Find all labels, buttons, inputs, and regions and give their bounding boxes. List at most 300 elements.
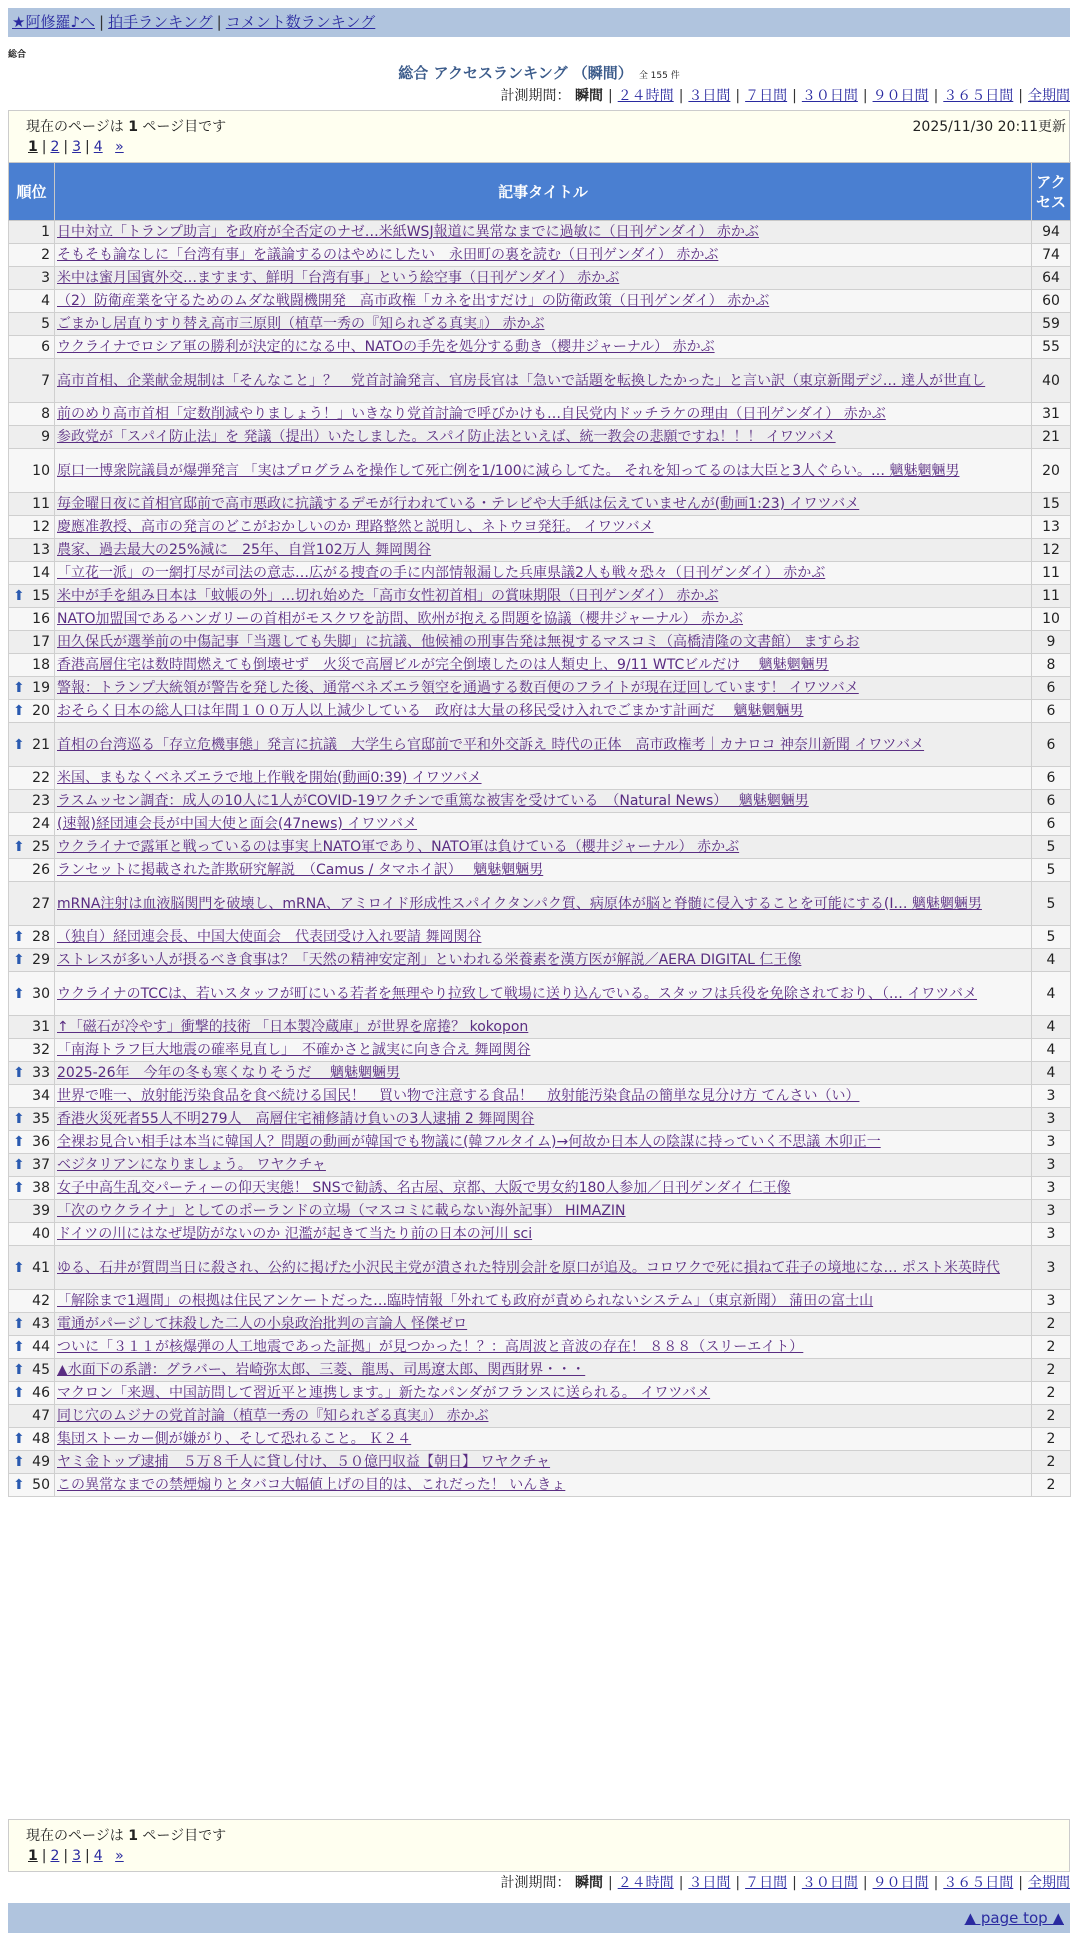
article-link[interactable]: 「立花一派」の一網打尽が司法の意志…広がる捜査の手に内部情報漏した兵庫県議2人も戦々恐々（日刊ゲンダイ） 赤かぶ: [57, 565, 826, 581]
article-link[interactable]: 農家、過去最大の25%減に 25年、自営102万人 舞岡関谷: [57, 542, 432, 558]
rank-cell: [9, 700, 55, 723]
rank-cell: [9, 1062, 55, 1085]
article-link[interactable]: 警報：トランプ大統領が警告を発した後、通常ベネズエラ領空を通過する数百便のフライトが現在迂回しています！ イワツバメ: [57, 680, 859, 696]
rank-up-icon: ⬆: [13, 985, 25, 1002]
title-cell: [55, 700, 1032, 723]
rank-number: 50: [32, 1477, 50, 1493]
rank-cell: [9, 790, 55, 813]
title-cell: [55, 1290, 1032, 1313]
period-link[interactable]: ９０日間: [872, 1875, 929, 1891]
period-link[interactable]: ７日間: [745, 88, 788, 104]
access-count: 40: [1032, 359, 1071, 403]
article-link[interactable]: 高市首相、企業献金規制は「そんなこと」？ 党首討論発言、官房長官は「急いで話題を転換したかった」と言い訳（東京新聞デジ… 達人が世直し: [57, 372, 986, 389]
table-row: [9, 1016, 1071, 1039]
page-title: 総合 アクセスランキング （瞬間）: [398, 64, 633, 82]
title-cell: [55, 882, 1032, 926]
period-current: 瞬間: [574, 1875, 603, 1891]
article-link[interactable]: 首相の台湾巡る「存立危機事態」発言に抗議 大学生ら官邸前で平和外交訴え 時代の正体 高市政権考｜カナロコ 神奈川新聞 イワツバメ: [57, 736, 925, 753]
article-link[interactable]: 前のめり高市首相「定数削減やりましょう！」いきなり党首討論で呼びかけも…自民党内ドッチラケの理由（日刊ゲンダイ） 赤かぶ: [57, 406, 886, 422]
article-link[interactable]: 慶應准教授、高市の発言のどこがおかしいのか 理路整然と説明し、ネトウヨ発狂。 イワツバメ: [57, 519, 654, 535]
access-count: 4: [1032, 1016, 1071, 1039]
access-count: 5: [1032, 882, 1071, 926]
article-link[interactable]: ランセットに掲載された詐欺研究解説 （Camus / タマホイ訳） 魑魅魍魎男: [57, 862, 544, 878]
title-cell: [55, 1131, 1032, 1154]
article-link[interactable]: 「次のウクライナ」としてのポーランドの立場（マスコミに載らない海外記事） HIMAZIN: [57, 1203, 626, 1219]
table-row: [9, 1382, 1071, 1405]
article-link[interactable]: ごまかし居直りすり替え高市三原則（植草一秀の『知られざる真実』） 赤かぶ: [57, 316, 545, 332]
article-link[interactable]: 同じ穴のムジナの党首討論（植草一秀の『知られざる真実』） 赤かぶ: [57, 1408, 489, 1424]
rank-number: 1: [41, 224, 50, 240]
article-link[interactable]: (速報)経団連会長が中国大使と面会(47news) イワツバメ: [57, 816, 418, 832]
title-cell: [55, 813, 1032, 836]
access-count: 6: [1032, 813, 1071, 836]
article-link[interactable]: ついに「３１１が核爆弾の人工地震であった証拠」が見つかった！？：高周波と音波の存在！ ８８８（スリーエイト）: [57, 1339, 804, 1355]
title-cell: [55, 1108, 1032, 1131]
article-link[interactable]: 「解除まで1週間」の根拠は住民アンケートだった…臨時情報「外れても政府が責められないシステム」（東京新聞） 蒲田の富士山: [57, 1293, 874, 1309]
access-count: 60: [1032, 290, 1071, 313]
page-title-line: [0, 62, 1078, 83]
pagination: 1 | 2 | 3 | 4 »: [28, 139, 124, 155]
page-link-2[interactable]: 2: [50, 139, 60, 155]
article-link[interactable]: 「南海トラフ巨大地震の確率見直し」 不確かさと誠実に向き合え 舞岡関谷: [57, 1042, 531, 1058]
article-link[interactable]: ウクライナのTCCは、若いスタッフが町にいる若者を無理やり拉致して戦場に送り込んでいる。スタッフは兵役を免除されており、（… イワツバメ: [57, 985, 978, 1002]
period-link[interactable]: ２４時間: [617, 1875, 674, 1891]
table-row: [9, 493, 1071, 516]
article-link[interactable]: （2）防衛産業を守るためのムダな戦闘機開発 高市政権「カネを出すだけ」の防衛政策（日刊ゲンダイ） 赤かぶ: [57, 293, 770, 309]
rank-up-icon: ⬆: [13, 1339, 25, 1355]
title-cell: [55, 1474, 1032, 1497]
title-cell: [55, 1359, 1032, 1382]
rank-cell: [9, 1246, 55, 1290]
comment-ranking-link[interactable]: コメント数ランキング: [225, 13, 376, 31]
period-current: 瞬間: [574, 88, 603, 104]
title-cell: [55, 1336, 1032, 1359]
table-row: [9, 949, 1071, 972]
article-link[interactable]: （独自）経団連会長、中国大使面会 代表団受け入れ要請 舞岡関谷: [57, 929, 482, 945]
access-count: 5: [1032, 836, 1071, 859]
rank-number: 21: [32, 736, 50, 753]
access-count: 3: [1032, 1246, 1071, 1290]
rank-cell: [9, 221, 55, 244]
rank-number: 43: [32, 1316, 50, 1332]
rank-number: 44: [32, 1339, 50, 1355]
table-row: [9, 926, 1071, 949]
article-link[interactable]: NATO加盟国であるハンガリーの首相がモスクワを訪問、欧州が抱える問題を協議（櫻井ジャーナル） 赤かぶ: [57, 611, 744, 627]
access-count: 4: [1032, 1039, 1071, 1062]
rank-number: 22: [32, 770, 50, 786]
top-navigation-bar: ★阿修羅♪へ | 拍手ランキング | コメント数ランキング: [8, 8, 1070, 37]
rank-cell: [9, 1428, 55, 1451]
rank-number: 48: [32, 1431, 50, 1447]
current-page-text: 現在のページは 1 ページ目です: [26, 119, 227, 135]
rank-number: 17: [32, 634, 50, 650]
rank-cell: [9, 1313, 55, 1336]
title-cell: [55, 516, 1032, 539]
title-cell: [55, 267, 1032, 290]
article-link[interactable]: 米国、まもなくベネズエラで地上作戦を開始(動画0:39) イワツバメ: [57, 770, 482, 786]
access-count: 8: [1032, 654, 1071, 677]
page-link-1[interactable]: 1: [28, 1848, 38, 1864]
table-row: [9, 1313, 1071, 1336]
access-count: 3: [1032, 1223, 1071, 1246]
access-column-header: アクセス: [1032, 163, 1071, 221]
total-count: 全 155 件: [638, 71, 680, 81]
access-count: 55: [1032, 336, 1071, 359]
rank-cell: [9, 290, 55, 313]
title-cell: [55, 244, 1032, 267]
access-count: 2: [1032, 1382, 1071, 1405]
title-cell: [55, 1177, 1032, 1200]
rank-up-icon: ⬆: [13, 1454, 25, 1470]
rank-number: 9: [41, 429, 50, 445]
title-cell: [55, 1039, 1032, 1062]
article-link[interactable]: mRNA注射は血液脳関門を破壊し、mRNA、アミロイド形成性スパイクタンパク質、病原体が脳と脊髄に侵入することを可能にする(I… 魑魅魍魎男: [57, 895, 982, 912]
rank-cell: [9, 1177, 55, 1200]
access-count: 10: [1032, 608, 1071, 631]
title-cell: [55, 562, 1032, 585]
rank-number: 39: [32, 1203, 50, 1219]
access-count: 74: [1032, 244, 1071, 267]
title-cell: [55, 426, 1032, 449]
table-row: [9, 585, 1071, 608]
bottom-bar: [8, 1903, 1070, 1933]
next-page-link[interactable]: »: [115, 139, 124, 155]
article-link[interactable]: ゆる、石井が質問当日に殺され、公約に掲げた小沢民主党が潰された特別会計を原口が追及。コロワクで死に損ねて荘子の境地にな… ポスト米英時代: [57, 1259, 1000, 1276]
article-link[interactable]: 全裸お見合い相手は本当に韓国人？問題の動画が韓国でも物議に(韓フルタイム)→何故か日本人の陰謀に持っていく不思議 木卯正一: [57, 1134, 881, 1150]
rank-number: 45: [32, 1362, 50, 1378]
article-link[interactable]: 香港火災死者55人不明279人 高層住宅補修請け負いの3人逮捕 2 舞岡関谷: [57, 1111, 535, 1127]
article-link[interactable]: ウクライナでロシア軍の勝利が決定的になる中、NATOの手先を処分する動き（櫻井ジャーナル） 赤かぶ: [57, 339, 715, 355]
access-count: 2: [1032, 1428, 1071, 1451]
rank-number: 5: [41, 316, 50, 332]
title-cell: [55, 359, 1032, 403]
table-row: [9, 359, 1071, 403]
table-row: [9, 562, 1071, 585]
title-cell: [55, 836, 1032, 859]
period-link[interactable]: ３日間: [688, 88, 731, 104]
article-link[interactable]: ドイツの川にはなぜ堤防がないのか 氾濫が起きて当たり前の日本の河川 sci: [57, 1226, 533, 1242]
rank-column-header: 順位: [9, 163, 55, 221]
table-row: [9, 1336, 1071, 1359]
article-link[interactable]: ベジタリアンになりましょう。 ワヤクチャ: [57, 1157, 326, 1173]
rank-number: 4: [41, 293, 50, 309]
rank-number: 23: [32, 793, 50, 809]
access-count: 15: [1032, 493, 1071, 516]
access-count: 4: [1032, 1062, 1071, 1085]
title-cell: [55, 926, 1032, 949]
article-link[interactable]: 参政党が「スパイ防止法」を 発議（提出）いたしました。スパイ防止法といえば、統一教会の悲願ですね！！！ イワツバメ: [57, 429, 836, 445]
rank-cell: [9, 1085, 55, 1108]
table-row: [9, 1223, 1071, 1246]
period-link[interactable]: ９０日間: [872, 88, 929, 104]
section-label: 総合: [8, 50, 27, 60]
article-link[interactable]: 米中は蜜月国賓外交…ますます、鮮明「台湾有事」という絵空事（日刊ゲンダイ） 赤かぶ: [57, 270, 620, 286]
access-count: 11: [1032, 562, 1071, 585]
access-count: 6: [1032, 790, 1071, 813]
rank-number: 11: [32, 496, 50, 512]
table-row: [9, 449, 1071, 493]
page-link-3[interactable]: 3: [72, 139, 82, 155]
article-link[interactable]: 女子中高生乱交パーティーの仰天実態！ SNSで勧誘、名古屋、京都、大阪で男女約180人参加／日刊ゲンダイ 仁王像: [57, 1180, 791, 1196]
rank-cell: [9, 1131, 55, 1154]
title-cell: [55, 1200, 1032, 1223]
access-count: 6: [1032, 677, 1071, 700]
period-link[interactable]: ７日間: [745, 1875, 788, 1891]
article-link[interactable]: マクロン「来週、中国訪問して習近平と連携します。」新たなパンダがフランスに送られる。 イワツバメ: [57, 1385, 711, 1401]
rank-up-icon: ⬆: [13, 588, 25, 604]
title-cell: [55, 1154, 1032, 1177]
table-row: [9, 1246, 1071, 1290]
table-row: [9, 700, 1071, 723]
period-link[interactable]: ３６５日間: [943, 1875, 1014, 1891]
title-cell: [55, 313, 1032, 336]
title-cell: [55, 1246, 1032, 1290]
rank-number: 30: [32, 985, 50, 1002]
table-row: [9, 654, 1071, 677]
rank-up-icon: ⬆: [13, 1259, 25, 1276]
rank-up-icon: ⬆: [13, 703, 25, 719]
updated-timestamp: 2025/11/30 20:11更新: [912, 119, 1066, 135]
title-cell: [55, 539, 1032, 562]
next-page-link[interactable]: »: [115, 1848, 124, 1864]
rank-number: 25: [32, 839, 50, 855]
rank-number: 19: [32, 680, 50, 696]
rank-cell: [9, 972, 55, 1016]
article-link[interactable]: おそらく日本の総人口は年間１００万人以上減少している 政府は大量の移民受け入れでごまかす計画だ 魑魅魍魎男: [57, 703, 804, 719]
table-row: [9, 1062, 1071, 1085]
rank-number: 26: [32, 862, 50, 878]
access-count: 3: [1032, 1085, 1071, 1108]
title-cell: [55, 949, 1032, 972]
rank-number: 36: [32, 1134, 50, 1150]
title-cell: [55, 1451, 1032, 1474]
rank-number: 37: [32, 1157, 50, 1173]
article-link[interactable]: ↑「磁石が冷やす」衝撃的技術 「日本製冷蔵庫」が世界を席捲？ kokopon: [57, 1019, 529, 1035]
article-link[interactable]: 集団ストーカー側が嫌がり、そして恐れること。 Ｋ２４: [57, 1431, 412, 1447]
access-count: 4: [1032, 949, 1071, 972]
access-count: 31: [1032, 403, 1071, 426]
rank-cell: [9, 1451, 55, 1474]
article-link[interactable]: 2025-26年 今年の冬も寒くなりそうだ 魑魅魍魎男: [57, 1065, 400, 1081]
table-row: [9, 244, 1071, 267]
rank-cell: [9, 608, 55, 631]
access-count: 3: [1032, 1154, 1071, 1177]
table-row: [9, 882, 1071, 926]
clap-ranking-link[interactable]: 拍手ランキング: [108, 13, 213, 31]
access-count: 5: [1032, 926, 1071, 949]
title-cell: [55, 972, 1032, 1016]
table-row: [9, 608, 1071, 631]
access-count: 4: [1032, 972, 1071, 1016]
title-cell: [55, 1382, 1032, 1405]
period-link[interactable]: 全期間: [1028, 1875, 1070, 1891]
rank-cell: [9, 359, 55, 403]
article-link[interactable]: ストレスが多い人が摂るべき食事は？「天然の精神安定剤」といわれる栄養素を漢方医が解説／AERA DIGITAL 仁王像: [57, 952, 802, 968]
rank-up-icon: ⬆: [13, 1180, 25, 1196]
rank-number: 14: [32, 565, 50, 581]
rank-number: 6: [41, 339, 50, 355]
article-link[interactable]: この異常なまでの禁煙煽りとタバコ大幅値上げの目的は、これだった！ いんきょ: [57, 1477, 566, 1493]
access-count: 6: [1032, 723, 1071, 767]
rank-cell: [9, 562, 55, 585]
title-cell: [55, 449, 1032, 493]
page-link-2[interactable]: 2: [50, 1848, 60, 1864]
article-link[interactable]: 日中対立「トランプ助言」を政府が全否定のナゼ…米紙WSJ報道に異常なまでに過敏に（日刊ゲンダイ） 赤かぶ: [57, 224, 759, 240]
title-cell: [55, 1405, 1032, 1428]
title-cell: [55, 608, 1032, 631]
table-row: [9, 1177, 1071, 1200]
rank-cell: [9, 859, 55, 882]
access-count: 5: [1032, 859, 1071, 882]
rank-cell: [9, 426, 55, 449]
table-row: [9, 1039, 1071, 1062]
rank-cell: [9, 677, 55, 700]
rank-up-icon: ⬆: [13, 1134, 25, 1150]
ranking-table: [8, 162, 1071, 1497]
rank-cell: [9, 1200, 55, 1223]
period-link[interactable]: ３０日間: [801, 1875, 858, 1891]
table-row: [9, 1474, 1071, 1497]
title-cell: [55, 221, 1032, 244]
rank-number: 13: [32, 542, 50, 558]
period-selector-bottom: 計測期間： 瞬間 | ２４時間 | ３日間 | ７日間 | ３０日間 | ９０日間 | ３６５日間 | 全期間: [500, 1875, 1070, 1891]
access-count: 2: [1032, 1451, 1071, 1474]
rank-number: 16: [32, 611, 50, 627]
title-cell: [55, 585, 1032, 608]
period-link[interactable]: ３日間: [688, 1875, 731, 1891]
rank-number: 32: [32, 1042, 50, 1058]
rank-cell: [9, 539, 55, 562]
access-count: 2: [1032, 1313, 1071, 1336]
article-link[interactable]: 原口一博衆院議員が爆弾発言 「実はプログラムを操作して死亡例を1/100に減らしてた。 それを知ってるのは大臣と3人ぐらい。… 魑魅魍魎男: [57, 462, 960, 479]
rank-up-icon: ⬆: [13, 1477, 25, 1493]
table-row: [9, 1451, 1071, 1474]
access-count: 20: [1032, 449, 1071, 493]
rank-cell: [9, 767, 55, 790]
article-link[interactable]: 米中が手を組み日本は「蚊帳の外」…切れ始めた「高市女性初首相」の賞味期限（日刊ゲンダイ） 赤かぶ: [57, 588, 719, 604]
access-count: 2: [1032, 1359, 1071, 1382]
title-cell: [55, 1223, 1032, 1246]
period-link[interactable]: ３０日間: [801, 88, 858, 104]
rank-cell: [9, 1474, 55, 1497]
access-count: 6: [1032, 767, 1071, 790]
table-row: [9, 790, 1071, 813]
rank-number: 40: [32, 1226, 50, 1242]
page-top-link[interactable]: ▲ page top ▲: [964, 1909, 1064, 1927]
rank-number: 2: [41, 247, 50, 263]
pagination: 1 | 2 | 3 | 4 »: [28, 1848, 124, 1864]
rank-number: 8: [41, 406, 50, 422]
table-row: [9, 1359, 1071, 1382]
table-row: [9, 1131, 1071, 1154]
rank-cell: [9, 1405, 55, 1428]
article-link[interactable]: ヤミ金トップ逮捕 ５万８千人に貸し付け、５０億円収益【朝日】 ワヤクチャ: [57, 1454, 551, 1470]
access-count: 59: [1032, 313, 1071, 336]
rank-number: 20: [32, 703, 50, 719]
table-row: [9, 1428, 1071, 1451]
home-link[interactable]: ★阿修羅♪へ: [12, 13, 96, 31]
table-row: [9, 403, 1071, 426]
table-row: [9, 859, 1071, 882]
rank-cell: [9, 1290, 55, 1313]
title-cell: [55, 790, 1032, 813]
title-cell: [55, 1085, 1032, 1108]
table-row: [9, 723, 1071, 767]
rank-cell: [9, 836, 55, 859]
period-link[interactable]: 全期間: [1028, 88, 1070, 104]
rank-number: 42: [32, 1293, 50, 1309]
table-row: [9, 972, 1071, 1016]
rank-number: 18: [32, 657, 50, 673]
rank-number: 31: [32, 1019, 50, 1035]
access-count: 2: [1032, 1336, 1071, 1359]
title-cell: [55, 290, 1032, 313]
article-link[interactable]: 香港高層住宅は数時間燃えても倒壊せず 火災で高層ビルが完全倒壊したのは人類史上、9/11 WTCビルだけ 魑魅魍魎男: [57, 657, 829, 673]
rank-up-icon: ⬆: [13, 1385, 25, 1401]
rank-cell: [9, 1382, 55, 1405]
rank-cell: [9, 267, 55, 290]
table-row: [9, 1085, 1071, 1108]
rank-cell: [9, 813, 55, 836]
rank-up-icon: ⬆: [13, 1065, 25, 1081]
table-row: [9, 313, 1071, 336]
rank-number: 12: [32, 519, 50, 535]
rank-cell: [9, 403, 55, 426]
rank-cell: [9, 1359, 55, 1382]
page-link-4[interactable]: 4: [93, 1848, 103, 1864]
rank-number: 29: [32, 952, 50, 968]
access-count: 6: [1032, 700, 1071, 723]
rank-number: 47: [32, 1408, 50, 1424]
article-link[interactable]: そもそも論なしに「台湾有事」を議論するのはやめにしたい 永田町の裏を読む（日刊ゲンダイ） 赤かぶ: [57, 247, 719, 263]
article-link[interactable]: ▲水面下の系譜：グラバー、岩崎弥太郎、三菱、龍馬、司馬遼太郎、関西財界・・・: [57, 1362, 586, 1378]
table-row: [9, 677, 1071, 700]
access-count: 3: [1032, 1290, 1071, 1313]
access-count: 64: [1032, 267, 1071, 290]
article-link[interactable]: 電通がパージして抹殺した二人の小泉政治批判の言論人 怪傑ゼロ: [57, 1316, 468, 1332]
article-link[interactable]: 毎金曜日夜に首相官邸前で高市悪政に抗議するデモが行われている・テレビや大手紙は伝えていませんが(動画1:23) イワツバメ: [57, 496, 860, 512]
page-link-3[interactable]: 3: [72, 1848, 82, 1864]
table-row: [9, 1290, 1071, 1313]
period-label: 計測期間：: [500, 1875, 575, 1891]
access-count: 11: [1032, 585, 1071, 608]
table-row: [9, 813, 1071, 836]
table-row: [9, 1154, 1071, 1177]
access-count: 2: [1032, 1405, 1071, 1428]
period-link[interactable]: ３６５日間: [943, 88, 1014, 104]
rank-cell: [9, 1016, 55, 1039]
title-cell: [55, 723, 1032, 767]
title-cell: [55, 336, 1032, 359]
table-row: [9, 767, 1071, 790]
title-cell: [55, 1428, 1032, 1451]
rank-number: 49: [32, 1454, 50, 1470]
period-selector-top: 計測期間： 瞬間 | ２４時間 | ３日間 | ７日間 | ３０日間 | ９０日間 | ３６５日間 | 全期間: [500, 88, 1070, 104]
period-link[interactable]: ２４時間: [617, 88, 674, 104]
page-info-box-bottom: [8, 1819, 1070, 1872]
page-link-4[interactable]: 4: [93, 139, 103, 155]
title-cell: [55, 493, 1032, 516]
rank-up-icon: ⬆: [13, 736, 25, 753]
article-link[interactable]: 世界で唯一、放射能汚染食品を食べ続ける国民！ 買い物で注意する食品！ 放射能汚染食品の簡単な見分け方 てんさい（い）: [57, 1088, 860, 1104]
rank-cell: [9, 516, 55, 539]
rank-up-icon: ⬆: [13, 1111, 25, 1127]
page-link-1[interactable]: 1: [28, 139, 38, 155]
article-link[interactable]: ラスムッセン調査：成人の10人に1人がCOVID-19ワクチンで重篤な被害を受けている （Natural News） 魑魅魍魎男: [57, 793, 809, 809]
article-link[interactable]: ウクライナで露軍と戦っているのは事実上NATO軍であり、NATO軍は負けている（櫻井ジャーナル） 赤かぶ: [57, 839, 740, 855]
table-row: [9, 631, 1071, 654]
article-link[interactable]: 田久保氏が選挙前の中傷記事「当選しても失脚」に抗議、他候補の刑事告発は無視するマスコミ（高橋清隆の文書館） ますらお: [57, 634, 860, 650]
